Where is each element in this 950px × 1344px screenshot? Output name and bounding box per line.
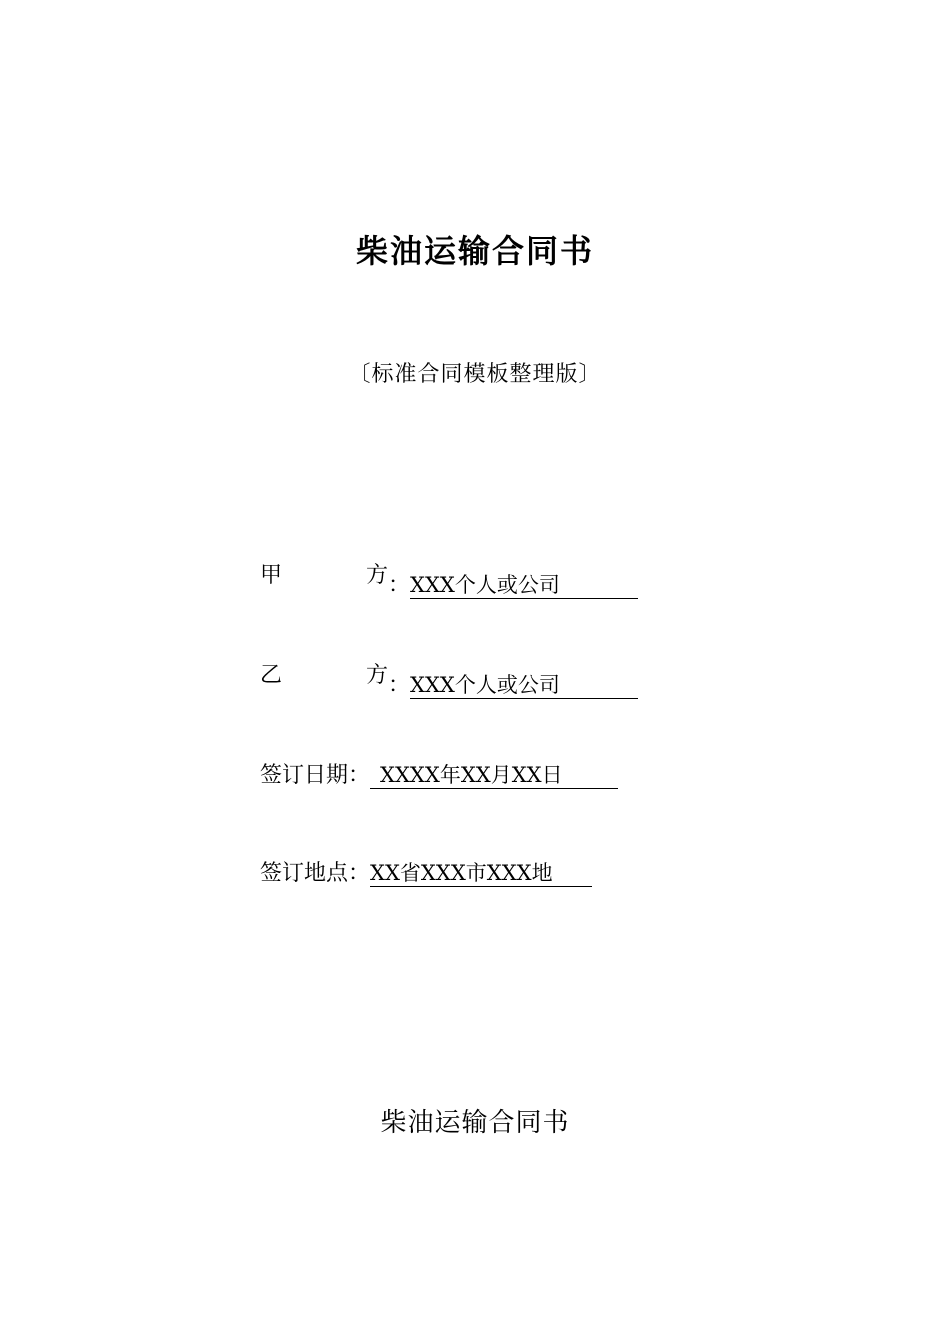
page-title: 柴油运输合同书 (355, 232, 594, 270)
party-b-value: XXX个人或公司 (410, 672, 638, 699)
party-a-label (260, 560, 388, 592)
sign-place-value: XX省XXX市XXX地 (370, 860, 592, 887)
party-a-row (260, 560, 638, 598)
party-b-label-char2: 方 (365, 663, 388, 688)
party-b-colon: ： (388, 673, 411, 698)
party-a-value: XXX个人或公司 (410, 572, 638, 599)
sign-date-value: XXXX年XX月XX日 (370, 762, 618, 789)
section-title: 柴油运输合同书 (380, 1108, 570, 1138)
party-b-row (260, 660, 638, 698)
sign-place-row (260, 858, 592, 890)
party-b-label-char1: 乙 (260, 663, 283, 688)
party-a-label-char1: 甲 (260, 563, 283, 588)
sign-date-row (260, 760, 618, 792)
party-a-label-char2: 方 (365, 563, 388, 588)
sign-place-label: 签订地点： (260, 861, 371, 886)
page-subtitle: 〔标准合同模板整理版〕 (348, 362, 602, 387)
sign-date-label: 签订日期： (260, 763, 371, 788)
party-a-colon: ： (388, 573, 411, 598)
party-b-label (260, 660, 388, 692)
